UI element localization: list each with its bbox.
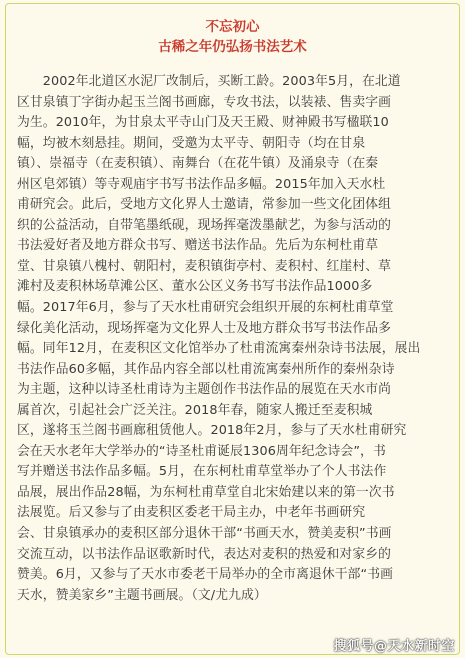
body-line: 2002年北道区水泥厂改制后，买断工龄。2003年5月，在北道 xyxy=(17,74,401,89)
body-line: 为生。2010年，为甘泉太平寺山门及天王殿、财神殿书写楹联10 xyxy=(17,115,389,131)
body-line: 区甘泉镇丁字街办起玉兰阁书画廊，专攻书法，以装裱、售卖字画 xyxy=(17,94,392,110)
body-line: 书法作品60多幅，其作品内容全部以杜甫流寓秦州所作的秦州杂诗 xyxy=(17,361,395,377)
body-line: 会、甘泉镇承办的麦积区部分退休干部“书画天水，赞美麦积”书画 xyxy=(17,526,392,542)
body-line: 赞美。6月，又参与了天水市委老干局举办的全市离退休干部“书画 xyxy=(17,567,394,583)
article-body xyxy=(17,72,450,606)
body-line: 品展，展出作品28幅，为东柯杜甫草堂自北宋始建以来的第一次书 xyxy=(17,484,395,500)
body-line: 州区皂郊镇）等寺观庙宇书写书法作品多幅。2015年加入天水杜 xyxy=(17,176,386,192)
body-line: 镇）、崇福寺（在麦积镇）、南舞台（在花牛镇）及涌泉寺（在秦 xyxy=(17,156,379,172)
article-title: 古稀之年仍弘扬书法艺术 xyxy=(158,39,307,55)
body-line: 织的公益活动，自带笔墨纸砚，现场挥毫泼墨献艺，为参与活动的 xyxy=(17,217,392,233)
body-line: 甫研究会。此后，受地方文化界人士邀请，常参加一些文化团体组 xyxy=(17,197,392,213)
body-line: 绿化美化活动，现场挥毫为文化界人士及地方群众书写书法作品多 xyxy=(17,320,392,336)
body-line: 滩村及麦积林场草滩公区、董水公区义务书写书法作品1000多 xyxy=(17,279,373,295)
body-line: 幅。同年12月，在麦积区文化馆举办了杜甫流寓秦州杂诗书法展，展出 xyxy=(17,341,421,357)
body-line: 会在天水老年大学举办的“诗圣杜甫诞辰1306周年纪念诗会”，书 xyxy=(17,443,386,459)
article-header xyxy=(0,18,465,56)
body-line: 区，遂将玉兰阁书画廊租赁他人。2018年2月，参与了天水杜甫研究 xyxy=(17,423,407,439)
body-line: 属首次，引起社会广泛关注。2018年春，随家人搬迁至麦积城 xyxy=(17,402,373,418)
article-kicker: 不忘初心 xyxy=(205,19,260,35)
body-line: 堂、甘泉镇八槐村、朝阳村，麦积镇街亭村、麦积村、红崖村、草 xyxy=(17,258,392,274)
body-line: 法展览。后又参与了由麦积区委老干局主办，中老年书画研究 xyxy=(17,505,366,521)
body-line: 书法爱好者及地方群众书写、赠送书法作品。先后为东柯杜甫草 xyxy=(17,238,379,254)
body-line: 写并赠送书法作品多幅。5月，在东柯杜甫草堂举办了个人书法作 xyxy=(17,464,387,480)
body-line: 幅。2017年6月，参与了天水杜甫研究会组织开展的东柯杜甫草堂 xyxy=(17,300,394,316)
body-line: 为主题，这种以诗圣杜甫诗为主题创作书法作品的展览在天水市尚 xyxy=(17,382,392,398)
source-watermark: 搜狐号@天水新时空 xyxy=(333,639,455,654)
body-line: 交流互动，以书法作品讴歌新时代，表达对麦积的热爱和对家乡的 xyxy=(17,546,392,562)
body-line: 幅，均被木刻悬挂。期间，受邀为太平寺、朝阳寺（均在甘泉 xyxy=(17,135,366,151)
body-line: 天水，赞美家乡”主题书画展。（文/尤九成） xyxy=(17,587,267,603)
